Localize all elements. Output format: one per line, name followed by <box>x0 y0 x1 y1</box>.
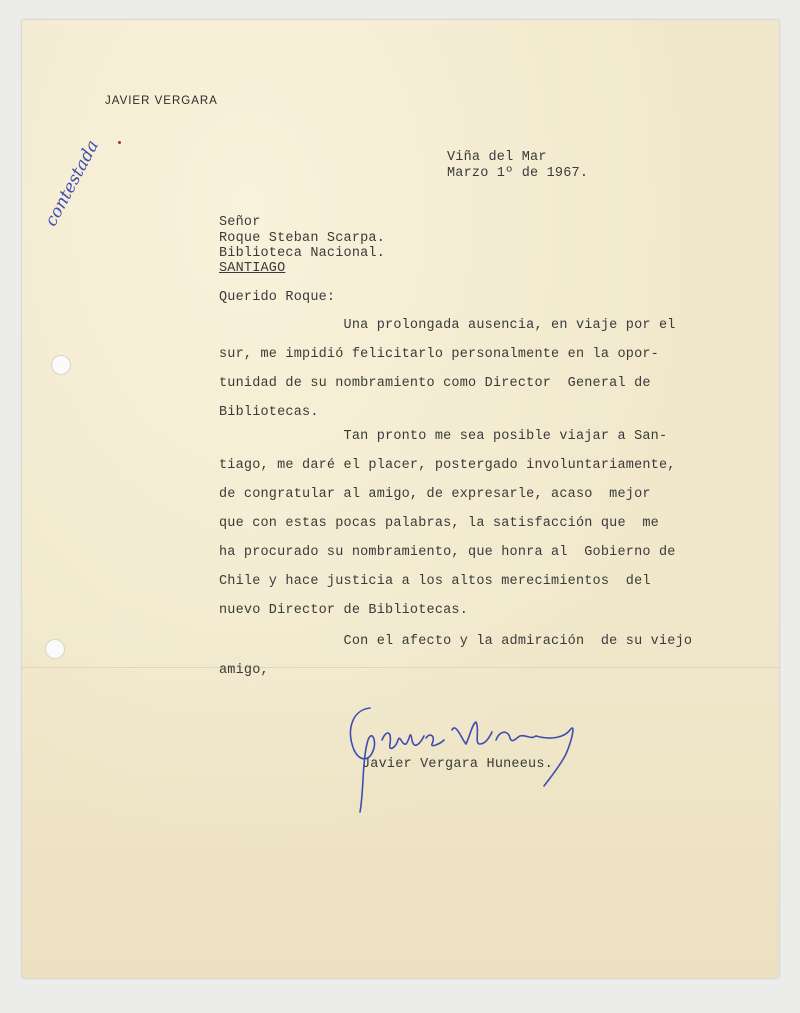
body-line: Con el afecto y la admiración de su viejo <box>219 634 693 649</box>
addressee-institution: Biblioteca Nacional. <box>219 246 386 261</box>
salutation: Querido Roque: <box>219 290 336 305</box>
handwritten-margin-note: contestada <box>41 137 104 230</box>
punch-hole <box>45 639 65 659</box>
addressee-city: SANTIAGO <box>219 261 286 276</box>
place: Viña del Mar <box>447 150 547 165</box>
letterhead: JAVIER VERGARA <box>105 95 218 107</box>
body-line: amigo, <box>219 663 269 678</box>
body-line: de congratular al amigo, de expresarle, acaso mejor <box>219 487 651 502</box>
handwritten-signature <box>340 700 590 830</box>
typed-signature: Javier Vergara Huneeus. <box>362 757 553 772</box>
body-line: tiago, me daré el placer, postergado involuntariamente, <box>219 458 676 473</box>
ink-speck <box>118 141 121 144</box>
body-line: sur, me impidió felicitarlo personalmente en la opor- <box>219 347 659 362</box>
punch-hole <box>51 355 71 375</box>
fold-line <box>22 667 779 668</box>
body-line: tunidad de su nombramiento como Director General de <box>219 376 651 391</box>
body-line: Tan pronto me sea posible viajar a San- <box>219 429 668 444</box>
body-line: que con estas pocas palabras, la satisfacción que me <box>219 516 659 531</box>
body-line: Chile y hace justicia a los altos merecimientos del <box>219 574 651 589</box>
body-line: Bibliotecas. <box>219 405 319 420</box>
body-line: Una prolongada ausencia, en viaje por el <box>219 318 676 333</box>
addressee-title: Señor <box>219 215 261 230</box>
addressee-name: Roque Steban Scarpa. <box>219 231 386 246</box>
body-line: ha procurado su nombramiento, que honra al Gobierno de <box>219 545 676 560</box>
body-line: nuevo Director de Bibliotecas. <box>219 603 469 618</box>
date: Marzo 1º de 1967. <box>447 166 589 181</box>
